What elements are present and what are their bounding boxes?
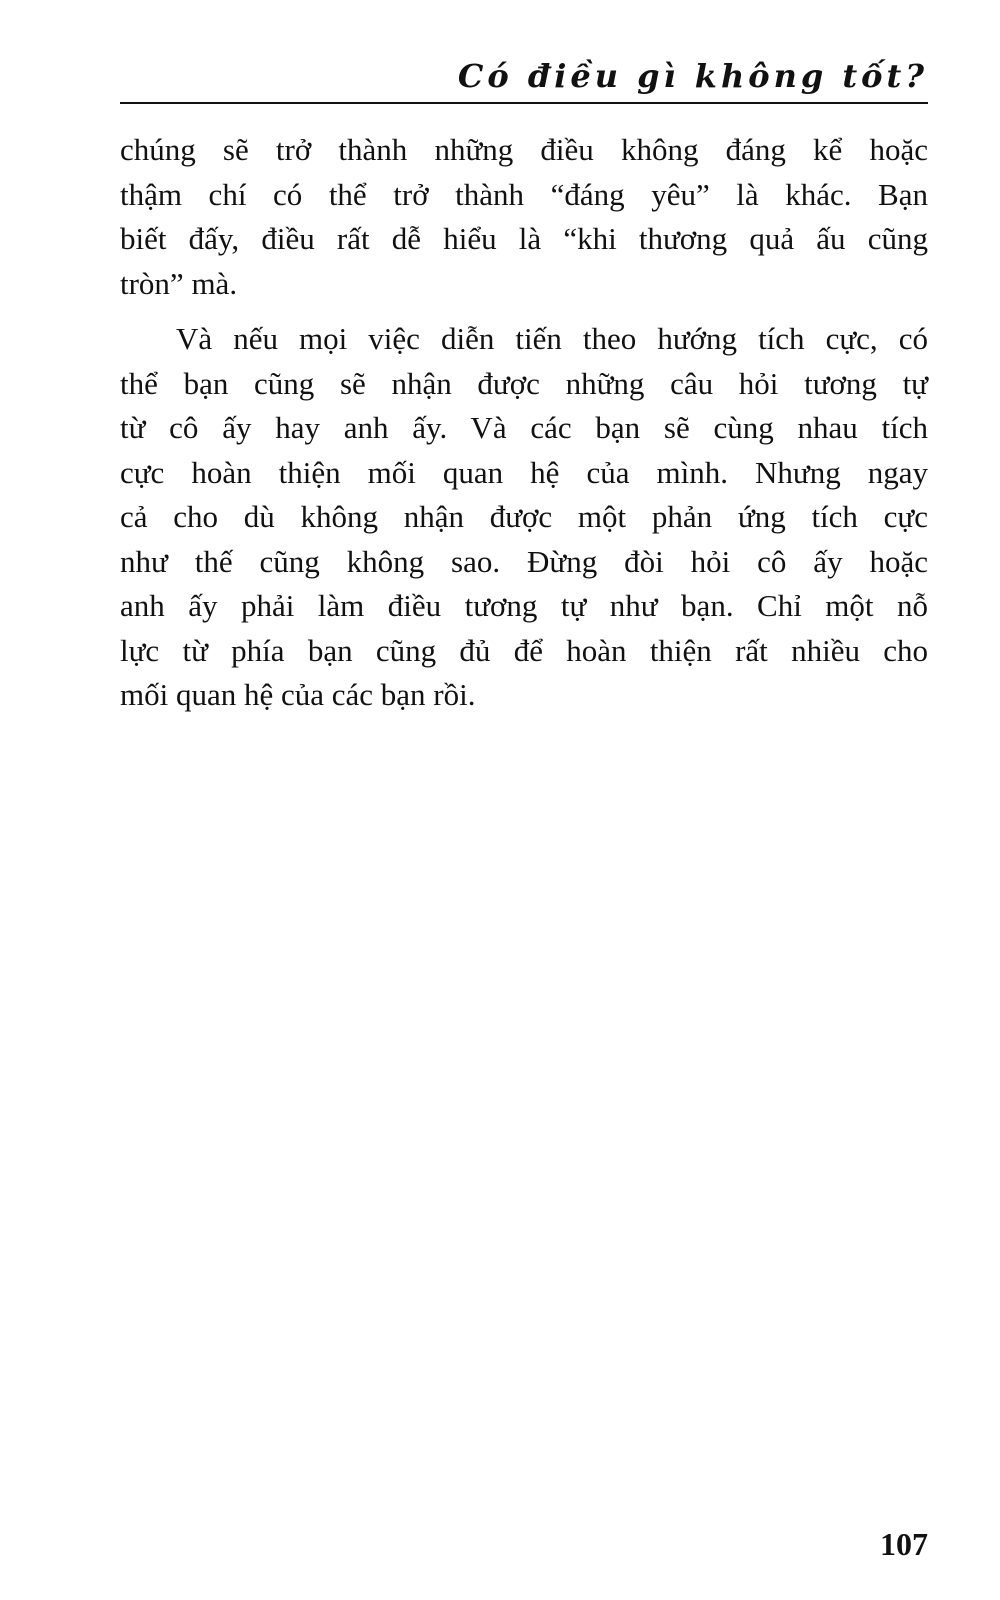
text-line: cả cho dù không nhận được một phản ứng tích cực (120, 499, 928, 534)
page-number: 107 (880, 1526, 928, 1562)
text-line: thể bạn cũng sẽ nhận được những câu hỏi tương tự (120, 365, 928, 401)
body-text (120, 128, 928, 718)
text-line: biết đấy, điều rất dễ hiểu là “khi thương quả ấu cũng (120, 221, 928, 256)
text-line: mối quan hệ của các bạn rồi. (120, 677, 476, 712)
header-divider (120, 102, 928, 104)
paragraph-1 (120, 128, 928, 306)
text-line: thậm chí có thể trở thành “đáng yêu” là khác. Bạn (120, 176, 928, 212)
paragraph-2 (120, 317, 928, 718)
text-line: từ cô ấy hay anh ấy. Và các bạn sẽ cùng nhau tích (120, 410, 928, 445)
text-line: Và nếu mọi việc diễn tiến theo hướng tích cực, có (176, 321, 928, 356)
text-line: lực từ phía bạn cũng đủ để hoàn thiện rất nhiều cho (120, 632, 928, 668)
text-line: anh ấy phải làm điều tương tự như bạn. Chỉ một nỗ (120, 588, 928, 623)
text-line: cực hoàn thiện mối quan hệ của mình. Nhưng ngay (120, 454, 928, 490)
text-line: tròn” mà. (120, 265, 238, 301)
running-header-title: Có điều gì không tốt? (457, 57, 928, 95)
text-line: chúng sẽ trở thành những điều không đáng kể hoặc (120, 132, 928, 167)
text-line: như thế cũng không sao. Đừng đòi hỏi cô ấy hoặc (120, 543, 928, 579)
